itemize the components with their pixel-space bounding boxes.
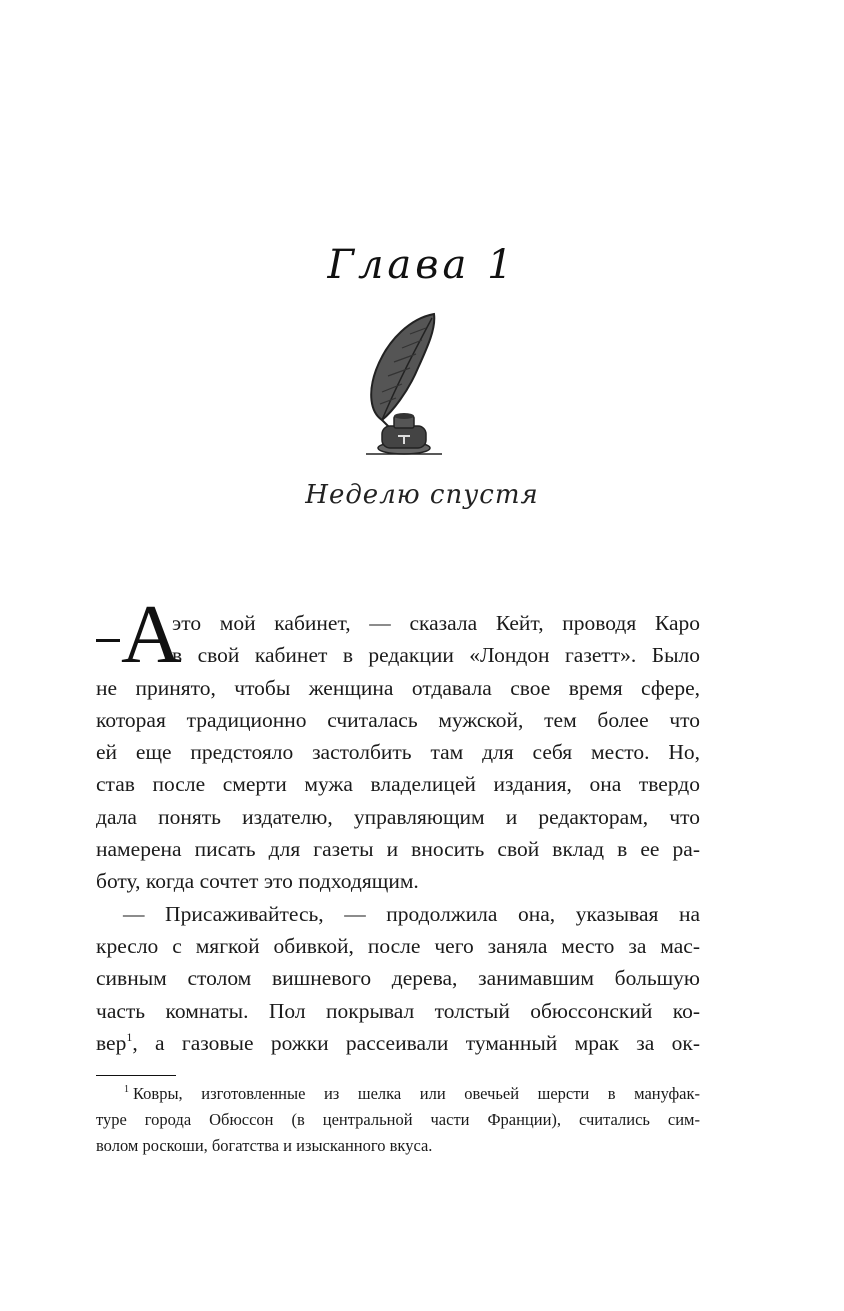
chapter-subtitle: Неделю спустя <box>305 480 539 510</box>
text-line: — Присаживайтесь, — продолжила она, указывая на <box>123 901 700 926</box>
text-line: боту, когда сочтет это подходящим. <box>96 869 419 894</box>
text-line: в свой кабинет в редакции «Лондон газетт». Было <box>172 643 700 668</box>
footnote <box>96 1081 700 1159</box>
paragraph-2 <box>96 898 700 1059</box>
text-line: став после смерти мужа владелицей издания, она твердо <box>96 772 700 797</box>
text-line: намерена писать для газеты и вносить свой вклад в ее ра- <box>96 837 700 862</box>
text-line: не принято, чтобы женщина отдавала свое время сфере, <box>96 675 700 700</box>
footnote-divider <box>96 1075 176 1076</box>
footnote-line: волом роскоши, богатства и изысканного вкуса. <box>96 1136 433 1155</box>
footnote-mark: 1 <box>124 1084 129 1095</box>
footnote-reference[interactable]: 1 <box>126 1029 133 1044</box>
text-line: кресло с мягкой обивкой, после чего заняла место за мас- <box>96 933 700 958</box>
paragraph-1 <box>96 588 700 898</box>
text-fragment: , а газовые рожки рассеивали туманный мрак за ок- <box>132 1030 700 1055</box>
text-line: которая традиционно считалась мужской, тем более что <box>96 707 700 732</box>
text-line: сивным столом вишневого дерева, занимавшим большую <box>96 966 700 991</box>
text-line: ей еще предстояло застолбить там для себя место. Но, <box>96 740 700 765</box>
footnote-line: туре города Обюссон (в центральной части Франции), считались сим- <box>96 1110 700 1129</box>
footnote-line <box>96 1081 700 1107</box>
text-line-with-footnote <box>96 1027 700 1059</box>
chapter-title: Глава 1 <box>327 242 517 288</box>
text-line: дала понять издателю, управляющим и редакторам, что <box>96 804 700 829</box>
dash-mark <box>96 639 120 642</box>
text-fragment: вер <box>96 1030 127 1055</box>
quill-and-inkwell-icon <box>352 308 452 458</box>
drop-cap: А <box>121 588 182 681</box>
footnote-text: Ковры, изготовленные из шелка или овечьей шерсти в мануфак- <box>133 1084 700 1103</box>
chapter-body <box>96 588 700 1059</box>
text-line: часть комнаты. Пол покрывал толстый обюссонский ко- <box>96 998 700 1023</box>
text-line: это мой кабинет, — сказала Кейт, проводя Каро <box>172 611 700 635</box>
